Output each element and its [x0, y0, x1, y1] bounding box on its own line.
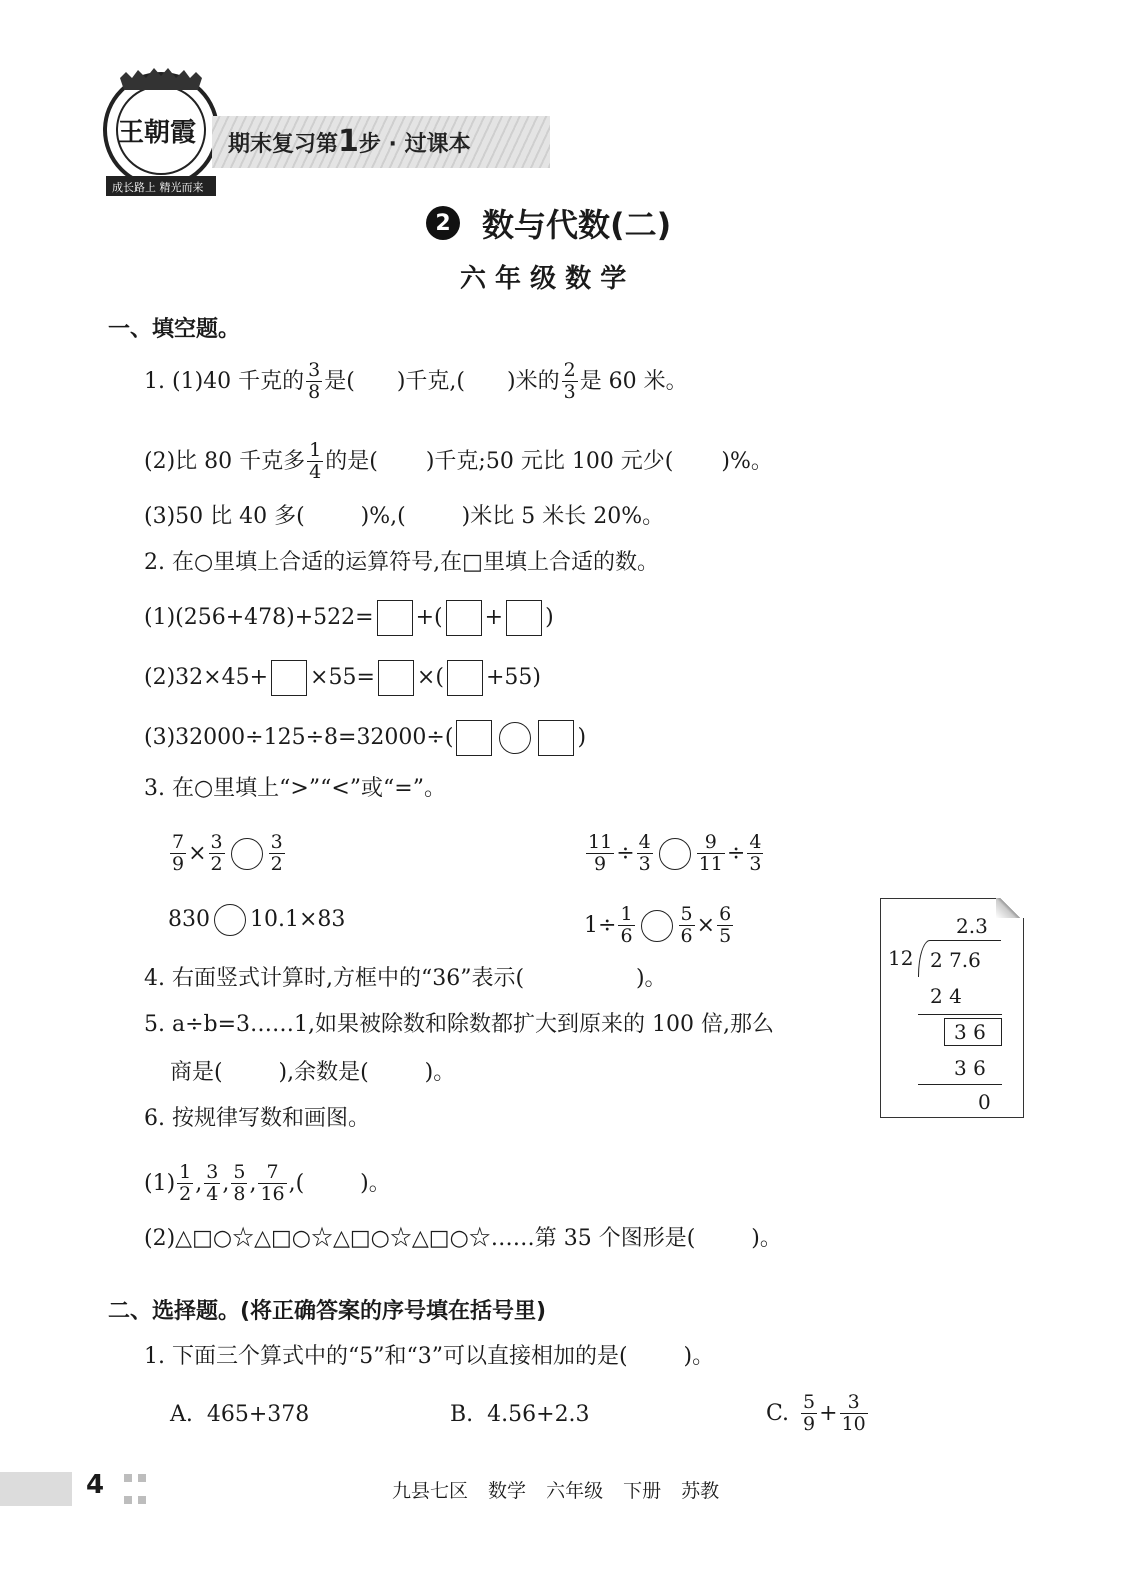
answer-box[interactable] — [447, 660, 483, 696]
fraction: $\frac{11}{9}$ — [588, 831, 613, 875]
q1-2-text-b: 的是( — [325, 448, 378, 474]
question-1-3: (3)50 比 40 多( )%,( )米比 5 米长 20%。 — [144, 504, 665, 529]
q1-2-text-d: )%。 — [721, 448, 773, 474]
answer-box[interactable] — [378, 660, 414, 696]
fraction: $\frac{4}{3}$ — [749, 831, 762, 875]
header-prefix: 期末复习第 — [228, 132, 339, 157]
footer-book-info: 九县七区 数学 六年级 下册 苏教 — [392, 1480, 720, 1502]
fraction: $\frac{3}{8}$ — [308, 359, 321, 403]
q2-1-text-d: ) — [545, 605, 554, 630]
fraction: $\frac{3}{2}$ — [270, 831, 283, 875]
answer-circle[interactable] — [231, 838, 263, 870]
fraction: $\frac{5}{6}$ — [680, 903, 693, 947]
fraction: $\frac{1}{4}$ — [309, 439, 322, 483]
operator: ÷ — [726, 840, 746, 866]
q3-d-pre: 1÷ — [584, 912, 617, 938]
q2-1-text-c: + — [484, 605, 504, 630]
q2-2-text-d: +55) — [485, 665, 541, 690]
question-3-a — [168, 832, 287, 875]
answer-box[interactable] — [456, 720, 492, 756]
header-title — [228, 124, 471, 159]
note-corner-fold — [996, 898, 1024, 918]
q1-2-text-c: )千克;50 元比 100 元少( — [425, 448, 674, 474]
section-heading-fill-blank: 一、填空题。 — [108, 317, 241, 342]
division-rem-1: 3 6 — [954, 1020, 986, 1044]
operator: × — [188, 840, 207, 866]
footer-decoration — [124, 1496, 132, 1504]
division-rem-2: 0 — [978, 1090, 991, 1114]
q2-3-text-b: ) — [577, 725, 587, 750]
question-3-d — [584, 904, 735, 947]
title-badge-number: 2 — [435, 210, 451, 236]
fraction: $\frac{7}{16}$ — [260, 1161, 285, 1205]
division-sub-1: 2 4 — [930, 984, 962, 1008]
question-2-1 — [144, 600, 554, 636]
q2-2-text-a: (2)32×45+ — [144, 665, 269, 690]
question-4: 4. 右面竖式计算时,方框中的“36”表示( )。 — [144, 966, 667, 991]
question-3: 3. 在○里填上“>”“<”或“=”。 — [144, 776, 446, 801]
footer-decoration — [138, 1496, 146, 1504]
question-6-1: (1) $\frac{1}{2}$ , $\frac{3}{4}$ , $\frac{5}{8}$ , $\frac{7}{16}$ ,( )。 — [144, 1161, 391, 1205]
question-5-line-1: 5. a÷b=3……1,如果被除数和除数都扩大到原来的 100 倍,那么 — [144, 1012, 775, 1037]
footer-decoration — [138, 1474, 146, 1482]
header-suffix: 步 · 过课本 — [358, 132, 471, 157]
option-a: A. 465+378 — [170, 1402, 310, 1427]
option-c-label: C. — [766, 1400, 790, 1426]
q2-1-text-a: (1)(256+478)+522= — [144, 605, 374, 630]
page-number: 4 — [86, 1470, 105, 1500]
division-rule-1 — [918, 1014, 1002, 1015]
section-heading-multiple-choice: 二、选择题。(将正确答案的序号填在括号里) — [108, 1299, 547, 1324]
question-3-b — [584, 832, 765, 875]
division-dividend: 2 7.6 — [930, 948, 981, 972]
question-6-2: (2)△□○☆△□○☆△□○☆△□○☆……第 35 个图形是( )。 — [144, 1226, 782, 1251]
answer-box[interactable] — [271, 660, 307, 696]
fraction: $\frac{3}{10}$ — [841, 1391, 866, 1435]
operator: × — [696, 912, 716, 938]
answer-box[interactable] — [377, 600, 413, 636]
choice-question-1: 1. 下面三个算式中的“5”和“3”可以直接相加的是( )。 — [144, 1344, 715, 1369]
q2-3-text-a: (3)32000÷125÷8=32000÷( — [144, 725, 454, 750]
answer-box[interactable] — [446, 600, 482, 636]
q2-1-text-b: +( — [415, 605, 443, 630]
question-2: 2. 在○里填上合适的运算符号,在□里填上合适的数。 — [144, 550, 659, 575]
page-title: 数与代数(二) — [482, 206, 672, 244]
title-badge — [426, 206, 460, 240]
footer-grey-tab — [0, 1472, 72, 1506]
q6-1-pre: (1) — [144, 1170, 176, 1196]
q2-2-text-b: ×55= — [310, 665, 375, 690]
answer-circle[interactable] — [214, 904, 246, 936]
fraction: $\frac{1}{6}$ — [620, 903, 633, 947]
answer-circle[interactable] — [499, 722, 531, 754]
q1-1-text-e: 是 60 米。 — [579, 368, 688, 394]
q2-2-text-c: ×( — [416, 665, 444, 690]
footer-decoration — [124, 1474, 132, 1482]
fraction: $\frac{1}{2}$ — [179, 1161, 192, 1205]
question-2-2 — [144, 660, 541, 696]
question-1-2 — [144, 440, 773, 483]
fraction: $\frac{9}{11}$ — [698, 831, 723, 875]
fraction: $\frac{2}{3}$ — [563, 359, 576, 403]
q3-c-left: 830 — [168, 907, 210, 932]
q1-1-text-a: 1. (1)40 千克的 — [144, 368, 305, 394]
q1-1-text-d: )米的 — [507, 368, 560, 394]
answer-circle[interactable] — [641, 910, 673, 942]
answer-circle[interactable] — [659, 838, 691, 870]
answer-box[interactable] — [538, 720, 574, 756]
fraction: $\frac{5}{9}$ — [803, 1391, 816, 1435]
header-step: 1 — [338, 124, 359, 159]
logo-name: 王朝霞 — [118, 118, 197, 148]
fraction: $\frac{7}{9}$ — [172, 831, 185, 875]
question-2-3 — [144, 720, 586, 756]
q1-1-text-c: )千克,( — [396, 368, 465, 394]
question-3-c — [168, 904, 345, 936]
answer-box[interactable] — [506, 600, 542, 636]
page-subtitle: 六 年 级 数 学 — [460, 264, 627, 294]
division-rule-2 — [918, 1084, 1002, 1085]
fraction: $\frac{3}{2}$ — [210, 831, 223, 875]
option-c — [766, 1392, 870, 1435]
q1-2-text-a: (2)比 80 千克多 — [144, 448, 306, 474]
question-5-line-2: 商是( ),余数是( )。 — [170, 1060, 456, 1085]
option-b: B. 4.56+2.3 — [450, 1402, 590, 1427]
fraction: $\frac{4}{3}$ — [638, 831, 651, 875]
division-divisor: 12 — [888, 946, 914, 970]
fraction: $\frac{3}{4}$ — [206, 1161, 219, 1205]
logo-ribbon: 成长路上 精光而来 — [112, 181, 204, 194]
long-division-note — [880, 898, 1024, 1118]
division-quotient: 2.3 — [956, 914, 988, 938]
fraction: $\frac{6}{5}$ — [719, 903, 732, 947]
q6-1-post: ,( )。 — [288, 1170, 391, 1196]
operator: ÷ — [616, 840, 635, 866]
division-sub-2: 3 6 — [954, 1056, 986, 1080]
q3-c-right: 10.1×83 — [250, 907, 346, 932]
question-6: 6. 按规律写数和画图。 — [144, 1106, 370, 1131]
question-1-1 — [144, 360, 688, 403]
fraction: $\frac{5}{8}$ — [233, 1161, 246, 1205]
q1-1-text-b: 是( — [324, 368, 355, 394]
operator: + — [819, 1400, 838, 1426]
